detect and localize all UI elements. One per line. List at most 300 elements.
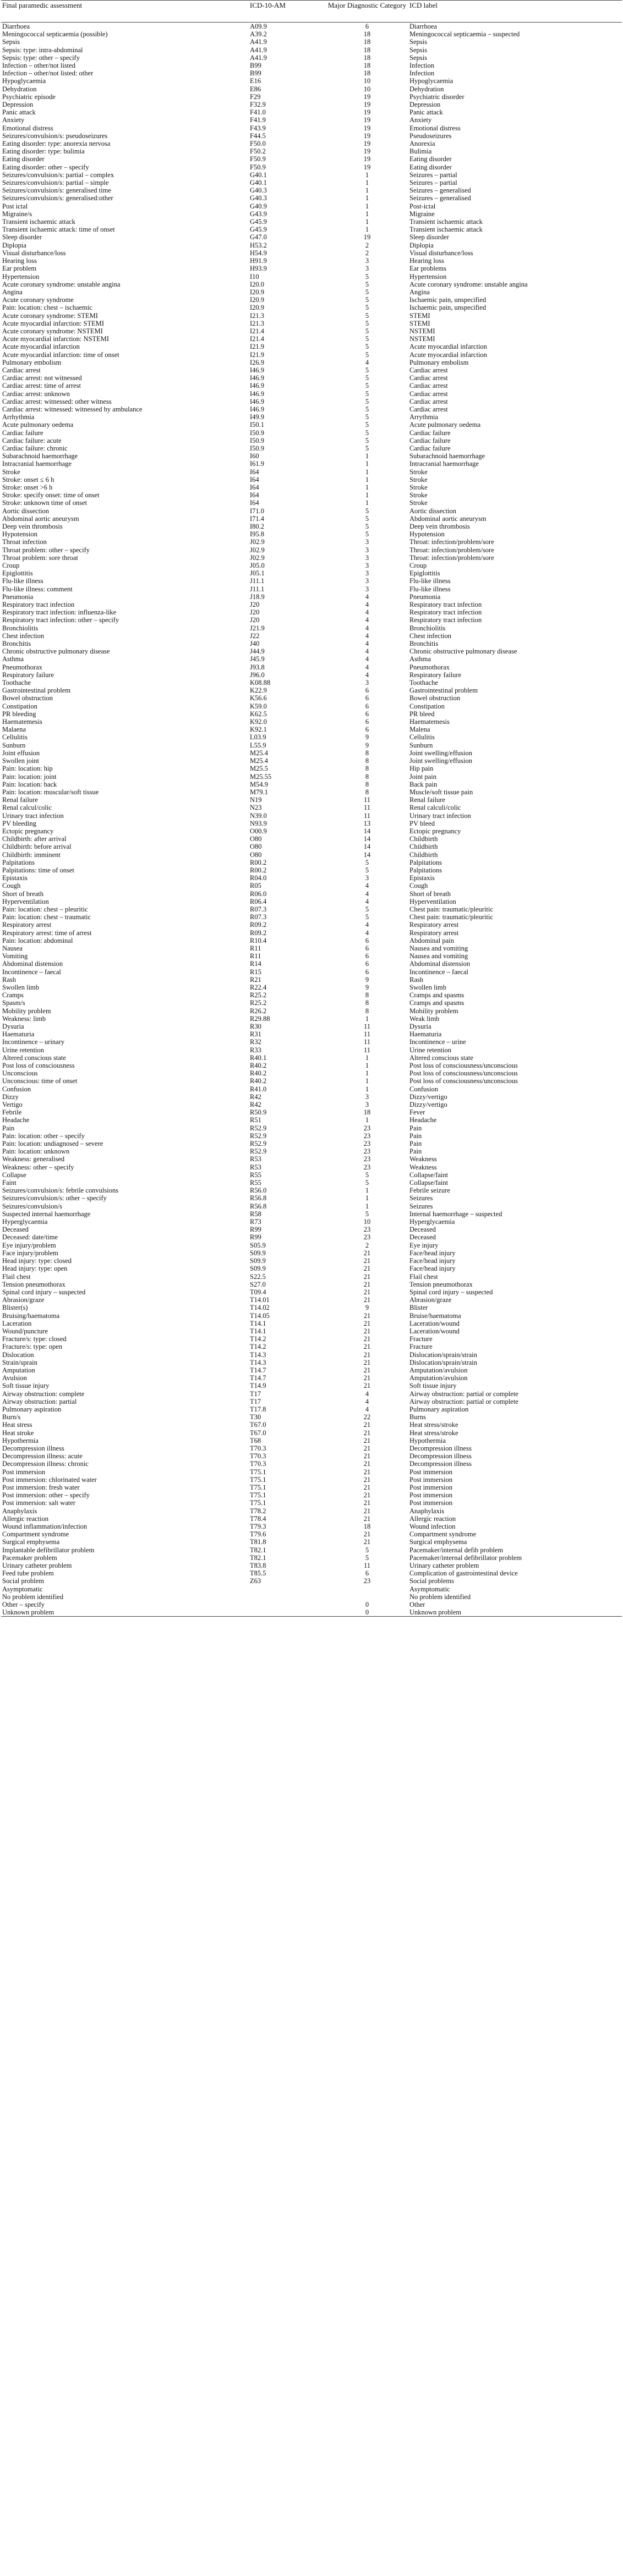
table-row bbox=[1, 952, 622, 960]
mdc-cell: 4 bbox=[365, 655, 369, 663]
icd-label-cell: Post loss of consciousness/unconscious bbox=[409, 1069, 518, 1078]
assessment-cell: Bruising/haematoma bbox=[2, 1311, 60, 1320]
icd-label-cell: Dislocation/sprain/strain bbox=[409, 1358, 477, 1366]
mdc-cell: 8 bbox=[365, 991, 369, 999]
assessment-cell: Unknown problem bbox=[1, 1608, 249, 1617]
table-row bbox=[1, 1413, 622, 1421]
table-row bbox=[1, 69, 622, 77]
icd-label-cell: Dizzy/vertigo bbox=[409, 1101, 447, 1109]
icd-label-cell: Stroke bbox=[409, 499, 428, 507]
icd-label-cell: PV bleed bbox=[409, 819, 435, 827]
assessment-cell: Asymptomatic bbox=[2, 1585, 43, 1593]
icd-code-cell: H93.9 bbox=[250, 265, 267, 273]
icd-label-cell: Post immersion bbox=[409, 1483, 453, 1491]
mdc-cell: 5 bbox=[365, 350, 369, 359]
table-row bbox=[1, 249, 622, 257]
mdc-cell: 1 bbox=[365, 226, 369, 234]
mdc-cell: 1 bbox=[365, 1077, 369, 1085]
mdc-cell: 1 bbox=[365, 1194, 369, 1202]
icd-code-cell: K56.6 bbox=[250, 694, 267, 702]
icd-label-cell: Constipation bbox=[409, 702, 445, 710]
mdc-cell: 5 bbox=[365, 530, 369, 539]
assessment-cell: Stroke: onset >6 h bbox=[2, 483, 53, 491]
mdc-cell: 5 bbox=[365, 319, 369, 327]
mdc-cell: 5 bbox=[365, 1171, 369, 1179]
icd-code-cell: T75.1 bbox=[250, 1475, 266, 1484]
assessment-cell: Childbirth: imminent bbox=[2, 850, 61, 859]
header-final-paramedic-assessment: Final paramedic assessment bbox=[1, 1, 249, 23]
icd-label-cell: Palpitations bbox=[409, 866, 442, 874]
assessment-cell: Bronchiolitis bbox=[2, 624, 39, 632]
table-row bbox=[1, 429, 622, 437]
icd-label-cell: PR bleed bbox=[409, 710, 435, 718]
icd-code-cell: R56.8 bbox=[250, 1202, 267, 1210]
table-row bbox=[1, 663, 622, 671]
mdc-cell: 8 bbox=[365, 780, 369, 788]
icd-label-cell: Acute myocardial infarction bbox=[409, 350, 487, 359]
icd-code-cell: R50.9 bbox=[250, 1108, 267, 1117]
icd-code-cell: I21.4 bbox=[250, 335, 265, 343]
assessment-cell: Pulmonary aspiration bbox=[2, 1405, 62, 1413]
icd-label-cell: Sepsis bbox=[409, 46, 427, 54]
icd-label-cell: Cardiac failure bbox=[409, 436, 451, 444]
mdc-cell: 3 bbox=[365, 553, 369, 562]
assessment-cell: Bowel obstruction bbox=[2, 694, 53, 702]
assessment-cell: Stroke: specify onset: time of onset bbox=[2, 491, 100, 499]
icd-label-cell: Social problems bbox=[409, 1577, 454, 1585]
assessment-cell: Post immersion: chlorinated water bbox=[2, 1475, 97, 1484]
assessment-cell: Heat stress bbox=[2, 1421, 32, 1429]
icd-code-cell: J20 bbox=[250, 608, 260, 617]
assessment-cell: Angina bbox=[2, 288, 23, 296]
assessment-cell: Stroke bbox=[2, 468, 20, 476]
icd-code-cell: T75.1 bbox=[250, 1468, 266, 1476]
table-row bbox=[1, 1523, 622, 1530]
icd-label-cell: Sleep disorder bbox=[409, 233, 449, 241]
mdc-cell: 21 bbox=[363, 1366, 371, 1374]
mdc-cell: 4 bbox=[365, 592, 369, 601]
icd-code-cell: I46.9 bbox=[250, 374, 265, 382]
table-row bbox=[1, 929, 622, 937]
assessment-cell: Airway obstruction: partial bbox=[2, 1397, 77, 1405]
table-row bbox=[1, 1390, 622, 1398]
icd-label-cell: Other bbox=[409, 1601, 425, 1609]
assessment-cell: Altered conscious state bbox=[2, 1053, 66, 1062]
table-row bbox=[1, 1116, 622, 1124]
table-row bbox=[1, 1093, 622, 1101]
assessment-cell: Acute coronary syndrome: NSTEMI bbox=[2, 327, 103, 335]
icd-code-cell: J45.9 bbox=[250, 655, 265, 663]
icd-code-cell: T14.2 bbox=[250, 1343, 266, 1351]
icd-label-cell: Stroke bbox=[409, 468, 428, 476]
icd-label-cell: Hypothermia bbox=[409, 1436, 446, 1444]
mdc-cell: 21 bbox=[363, 1343, 371, 1351]
assessment-cell: Cardiac arrest: witnessed: witnessed by ambulance bbox=[2, 405, 143, 413]
assessment-cell: Cardiac failure: chronic bbox=[2, 444, 68, 452]
icd-code-cell: T67.0 bbox=[250, 1421, 266, 1429]
icd-label-cell: Cardiac failure bbox=[409, 429, 451, 437]
mdc-cell: 4 bbox=[365, 640, 369, 648]
assessment-cell: Meningococcal septicaemia (possible) bbox=[2, 30, 108, 39]
mdc-cell: 5 bbox=[365, 366, 369, 374]
mdc-cell: 1 bbox=[365, 452, 369, 460]
icd-code-cell: K59.0 bbox=[250, 702, 267, 710]
assessment-cell: Amputation bbox=[2, 1366, 35, 1374]
table-row bbox=[1, 671, 622, 679]
icd-label-cell: NSTEMI bbox=[409, 327, 435, 335]
table-row bbox=[1, 382, 622, 389]
mdc-cell: 3 bbox=[365, 546, 369, 554]
icd-label-cell: Asthma bbox=[409, 655, 431, 663]
icd-label-cell: Chest infection bbox=[409, 631, 452, 640]
icd-code-cell: O80 bbox=[250, 850, 262, 859]
assessment-cell: Ear problem bbox=[2, 265, 37, 273]
mdc-cell: 3 bbox=[365, 257, 369, 265]
assessment-cell: Decompression illness: chronic bbox=[2, 1460, 89, 1468]
icd-code-cell: H53.2 bbox=[250, 241, 267, 249]
icd-code-cell: M25.5 bbox=[250, 765, 268, 773]
icd-label-cell: Throat: infection/problem/sore bbox=[409, 538, 494, 546]
icd-label-cell: Fever bbox=[409, 1108, 425, 1117]
table-row bbox=[1, 1476, 622, 1484]
table-row bbox=[1, 1585, 622, 1593]
table-row bbox=[1, 101, 622, 108]
header-icd-label: ICD label bbox=[408, 1, 622, 23]
mdc-cell: 19 bbox=[363, 233, 371, 241]
table-row bbox=[1, 632, 622, 640]
mdc-cell: 19 bbox=[363, 108, 371, 117]
assessment-cell: Sleep disorder bbox=[2, 233, 42, 241]
icd-label-cell: Weakness bbox=[409, 1163, 437, 1171]
table-row bbox=[1, 859, 622, 866]
icd-code-cell: K92.1 bbox=[250, 726, 267, 734]
icd-code-cell: I26.9 bbox=[250, 358, 265, 366]
mdc-cell: 5 bbox=[365, 858, 369, 866]
icd-code-cell: J96.0 bbox=[250, 671, 265, 679]
table-row bbox=[1, 742, 622, 749]
icd-code-cell: O80 bbox=[250, 835, 262, 843]
icd-label-cell: Febrile seizure bbox=[409, 1187, 450, 1195]
assessment-cell: Acute myocardial infarction: STEMI bbox=[2, 319, 105, 327]
table-row bbox=[1, 1171, 622, 1179]
icd-code-cell: I21.3 bbox=[250, 311, 265, 320]
assessment-cell: Anxiety bbox=[2, 116, 25, 124]
assessment-cell: Respiratory failure bbox=[2, 671, 54, 679]
mdc-cell: 8 bbox=[365, 999, 369, 1007]
mdc-cell: 5 bbox=[365, 436, 369, 444]
table-row bbox=[1, 343, 622, 350]
icd-label-cell: STEMI bbox=[409, 311, 430, 320]
icd-code-cell: T17 bbox=[250, 1397, 261, 1405]
icd-label-cell: Meningococcal septicaemia – suspected bbox=[409, 30, 520, 39]
table-row bbox=[1, 960, 622, 968]
icd-code-cell: H54.9 bbox=[250, 249, 267, 257]
icd-code-cell: T30 bbox=[250, 1413, 261, 1421]
table-row bbox=[1, 1437, 622, 1444]
icd-code-cell: A09.9 bbox=[250, 23, 267, 30]
table-row bbox=[1, 1187, 622, 1194]
icd-code-cell: M25.55 bbox=[250, 772, 272, 781]
icd-label-cell: Post immersion bbox=[409, 1475, 453, 1484]
icd-label-cell: Respiratory tract infection bbox=[409, 608, 482, 617]
assessment-cell: Acute myocardial infarction: NSTEMI bbox=[2, 335, 110, 343]
icd-code-cell: R51 bbox=[250, 1116, 261, 1124]
table-row bbox=[1, 1226, 622, 1233]
table-row bbox=[1, 1530, 622, 1538]
icd-code-cell: G40.1 bbox=[250, 171, 267, 179]
table-row bbox=[1, 233, 622, 241]
icd-label-cell: Seizures – partial bbox=[409, 179, 457, 187]
mdc-cell: 19 bbox=[363, 124, 371, 132]
icd-code-cell: R21 bbox=[250, 975, 261, 984]
icd-label-cell: Cough bbox=[409, 882, 428, 890]
icd-code-cell: J02.9 bbox=[250, 546, 265, 554]
icd-label-cell: Post loss of consciousness/unconscious bbox=[409, 1077, 518, 1085]
table-row bbox=[1, 1023, 622, 1030]
table-row bbox=[1, 1054, 622, 1062]
assessment-cell: Post immersion: fresh water bbox=[2, 1483, 80, 1491]
assessment-cell: Acute pulmonary oedema bbox=[2, 421, 74, 429]
icd-code-cell: O80 bbox=[250, 843, 262, 851]
icd-code-cell: R56.8 bbox=[250, 1194, 267, 1202]
assessment-cell: Urinary catheter problem bbox=[2, 1562, 72, 1570]
icd-code-cell: J05.1 bbox=[250, 569, 265, 578]
icd-code-cell: O00.9 bbox=[250, 827, 267, 835]
icd-code-cell: G45.9 bbox=[250, 218, 267, 226]
mdc-cell: 5 bbox=[365, 272, 369, 281]
table-row bbox=[1, 1210, 622, 1218]
icd-code-cell: J20 bbox=[250, 601, 260, 609]
assessment-cell: Diarrhoea bbox=[2, 23, 30, 30]
table-row bbox=[1, 351, 622, 359]
icd-code-cell: I50.9 bbox=[250, 429, 265, 437]
table-row bbox=[1, 913, 622, 921]
table-row bbox=[1, 1327, 622, 1335]
table-row bbox=[1, 546, 622, 554]
mdc-cell: 18 bbox=[363, 38, 371, 46]
mdc-cell: 8 bbox=[365, 757, 369, 765]
table-row bbox=[1, 476, 622, 484]
mdc-cell bbox=[326, 1593, 408, 1601]
table-row bbox=[1, 921, 622, 929]
assessment-cell: Pain: location: back bbox=[2, 780, 57, 788]
assessment-cell: Pneumothorax bbox=[2, 663, 42, 671]
icd-label-cell: Pneumonia bbox=[409, 592, 441, 601]
mdc-cell: 21 bbox=[363, 1436, 371, 1444]
mdc-cell: 21 bbox=[363, 1335, 371, 1343]
icd-code-cell: R25.2 bbox=[250, 991, 267, 999]
icd-code-cell: R73 bbox=[250, 1218, 261, 1226]
icd-label-cell: Post immersion bbox=[409, 1468, 453, 1476]
icd-code-cell: R53 bbox=[250, 1155, 261, 1163]
icd-label-cell: Dysuria bbox=[409, 1023, 431, 1030]
table-row bbox=[1, 1015, 622, 1023]
icd-label-cell: Psychiatric disorder bbox=[409, 92, 464, 101]
mdc-cell: 6 bbox=[365, 952, 369, 960]
mdc-cell: 3 bbox=[365, 1101, 369, 1109]
icd-code-cell: R07.3 bbox=[250, 905, 267, 913]
mdc-cell: 21 bbox=[363, 1429, 371, 1437]
table-row bbox=[1, 991, 622, 999]
assessment-cell: Faint bbox=[2, 1179, 17, 1187]
mdc-cell: 22 bbox=[363, 1413, 371, 1421]
icd-code-cell: R06.0 bbox=[250, 889, 267, 898]
table-row bbox=[1, 757, 622, 765]
icd-code-cell: K92.0 bbox=[250, 718, 267, 726]
icd-label-cell: Face/head injury bbox=[409, 1265, 456, 1273]
icd-label-cell: Asymptomatic bbox=[409, 1585, 450, 1593]
header-major-diagnostic-category: Major Diagnostic Category bbox=[326, 1, 408, 23]
mdc-cell: 6 bbox=[365, 960, 369, 968]
table-row bbox=[1, 593, 622, 601]
mdc-cell: 10 bbox=[363, 77, 371, 85]
assessment-cell: Hearing loss bbox=[2, 257, 37, 265]
mdc-cell: 1 bbox=[365, 171, 369, 179]
icd-label-cell: Hypoglycaemia bbox=[409, 77, 453, 85]
mdc-cell: 21 bbox=[363, 1491, 371, 1500]
mdc-cell: 5 bbox=[365, 866, 369, 874]
assessment-cell: Incontinence – faecal bbox=[2, 968, 61, 976]
table-row bbox=[1, 781, 622, 788]
table-row bbox=[1, 218, 622, 226]
icd-label-cell: Ectopic pregnancy bbox=[409, 827, 461, 835]
assessment-cell: Incontinence – urinary bbox=[2, 1038, 65, 1046]
mdc-cell: 19 bbox=[363, 101, 371, 109]
icd-code-cell: G40.9 bbox=[250, 202, 267, 210]
icd-label-cell: Flu-like illness bbox=[409, 577, 451, 585]
icd-code-cell: R40.2 bbox=[250, 1069, 267, 1078]
icd-label-cell: Respiratory tract infection bbox=[409, 601, 482, 609]
assessment-cell: Pain: location: undiagnosed – severe bbox=[2, 1140, 103, 1148]
icd-code-cell: T82.1 bbox=[250, 1546, 266, 1554]
assessment-cell: Intracranial haemorrhage bbox=[2, 460, 72, 468]
table-row bbox=[1, 1499, 622, 1507]
icd-code-cell: F41.0 bbox=[250, 108, 266, 117]
icd-label-cell: Deceased bbox=[409, 1226, 436, 1234]
icd-code-cell: T81.8 bbox=[250, 1538, 266, 1546]
assessment-cell: Seizures/convulsion/s: pseudoseizures bbox=[2, 131, 108, 140]
icd-code-cell: M54.9 bbox=[250, 780, 268, 788]
icd-label-cell: Headache bbox=[409, 1116, 437, 1124]
icd-code-cell: I50.9 bbox=[250, 436, 265, 444]
table-row bbox=[1, 1249, 622, 1257]
assessment-cell: Stroke: unknown time of onset bbox=[2, 499, 88, 507]
table-row bbox=[1, 679, 622, 686]
assessment-cell: Deceased bbox=[2, 1226, 29, 1234]
table-row bbox=[1, 702, 622, 710]
mdc-cell: 21 bbox=[363, 1382, 371, 1390]
mdc-cell: 4 bbox=[365, 882, 369, 890]
mdc-cell: 1 bbox=[365, 1062, 369, 1070]
assessment-cell: Hypertension bbox=[2, 272, 40, 281]
icd-code-cell: R30 bbox=[250, 1023, 261, 1030]
table-row bbox=[1, 608, 622, 616]
assessment-cell: Urinary tract infection bbox=[2, 811, 64, 820]
assessment-cell: Post loss of consciousness bbox=[2, 1062, 75, 1070]
table-row bbox=[1, 1460, 622, 1468]
icd-code-cell: I21.3 bbox=[250, 319, 265, 327]
table-row bbox=[1, 1296, 622, 1304]
icd-code-cell: R40.2 bbox=[250, 1077, 267, 1085]
mdc-cell: 23 bbox=[363, 1233, 371, 1242]
icd-code-cell: T75.1 bbox=[250, 1491, 266, 1500]
icd-code-cell: N39.0 bbox=[250, 811, 267, 820]
icd-code-cell: R15 bbox=[250, 968, 261, 976]
assessment-cell: PV bleeding bbox=[2, 819, 36, 827]
icd-code-cell: E86 bbox=[250, 85, 261, 93]
table-row bbox=[1, 1562, 622, 1569]
assessment-cell: Dizzy bbox=[2, 1092, 19, 1101]
icd-code-cell: T85.5 bbox=[250, 1569, 266, 1578]
icd-code-cell: M25.4 bbox=[250, 757, 268, 765]
table-row bbox=[1, 1569, 622, 1577]
table-row bbox=[1, 452, 622, 460]
icd-code-cell: J11.1 bbox=[250, 577, 265, 585]
mdc-cell: 4 bbox=[365, 631, 369, 640]
mdc-cell: 23 bbox=[363, 1577, 371, 1585]
mdc-cell: 11 bbox=[363, 1030, 371, 1039]
assessment-cell: Emotional distress bbox=[2, 124, 53, 132]
assessment-cell: Seizures/convulsion/s bbox=[2, 1202, 63, 1210]
mdc-cell: 21 bbox=[363, 1350, 371, 1359]
icd-label-cell: Laceration/wound bbox=[409, 1319, 460, 1327]
icd-label-cell: No problem identified bbox=[409, 1592, 471, 1601]
assessment-cell: Depression bbox=[2, 101, 34, 109]
table-row bbox=[1, 1351, 622, 1359]
mdc-cell: 8 bbox=[365, 749, 369, 757]
mdc-cell: 5 bbox=[365, 1210, 369, 1218]
icd-label-cell: Wound infection bbox=[409, 1523, 456, 1530]
assessment-cell: Transient ischaemic attack bbox=[2, 218, 75, 226]
icd-label-cell: Confusion bbox=[409, 1085, 439, 1093]
assessment-cell: Social problem bbox=[2, 1577, 45, 1585]
icd-label-cell: Back pain bbox=[409, 780, 438, 788]
icd-label-cell: Deep vein thrombosis bbox=[409, 523, 470, 530]
assessment-cell: Tension pneumothorax bbox=[2, 1280, 65, 1288]
icd-label-cell: Heat stress/stroke bbox=[409, 1429, 458, 1437]
assessment-cell: Ectopic pregnancy bbox=[2, 827, 54, 835]
icd-label-cell: Stroke bbox=[409, 491, 428, 499]
table-row bbox=[1, 726, 622, 733]
mdc-cell: 21 bbox=[363, 1296, 371, 1304]
assessment-cell: Arrhythmia bbox=[2, 413, 35, 421]
table-row bbox=[1, 1608, 622, 1617]
assessment-cell: Soft tissue injury bbox=[2, 1382, 50, 1390]
assessment-cell: Pain: location: chest – ischaemic bbox=[2, 304, 92, 312]
icd-label-cell: Amputation/avulsion bbox=[409, 1366, 468, 1374]
icd-label-cell: Palpitations bbox=[409, 858, 442, 866]
assessment-cell: No problem identified bbox=[2, 1592, 64, 1601]
table-row bbox=[1, 554, 622, 562]
mdc-cell: 23 bbox=[363, 1147, 371, 1156]
mdc-cell: 8 bbox=[365, 788, 369, 796]
icd-code-cell: T70.3 bbox=[250, 1444, 266, 1452]
icd-label-cell: Diarrhoea bbox=[409, 23, 437, 30]
table-row bbox=[1, 1366, 622, 1374]
icd-label-cell: Throat: infection/problem/sore bbox=[409, 546, 494, 554]
assessment-cell: Anaphylaxis bbox=[2, 1507, 37, 1515]
icd-code-cell: T75.1 bbox=[250, 1499, 266, 1507]
mdc-cell: 5 bbox=[365, 311, 369, 320]
assessment-cell: Face injury/problem bbox=[2, 1249, 58, 1257]
icd-code-cell: J02.9 bbox=[250, 553, 265, 562]
icd-code-cell: R99 bbox=[250, 1226, 261, 1234]
icd-label-cell: Bruise/haematoma bbox=[409, 1311, 461, 1320]
icd-label-cell: Toothache bbox=[409, 679, 438, 687]
mdc-cell: 4 bbox=[365, 889, 369, 898]
assessment-cell: Wound/puncture bbox=[2, 1327, 48, 1335]
mdc-cell: 19 bbox=[363, 147, 371, 156]
